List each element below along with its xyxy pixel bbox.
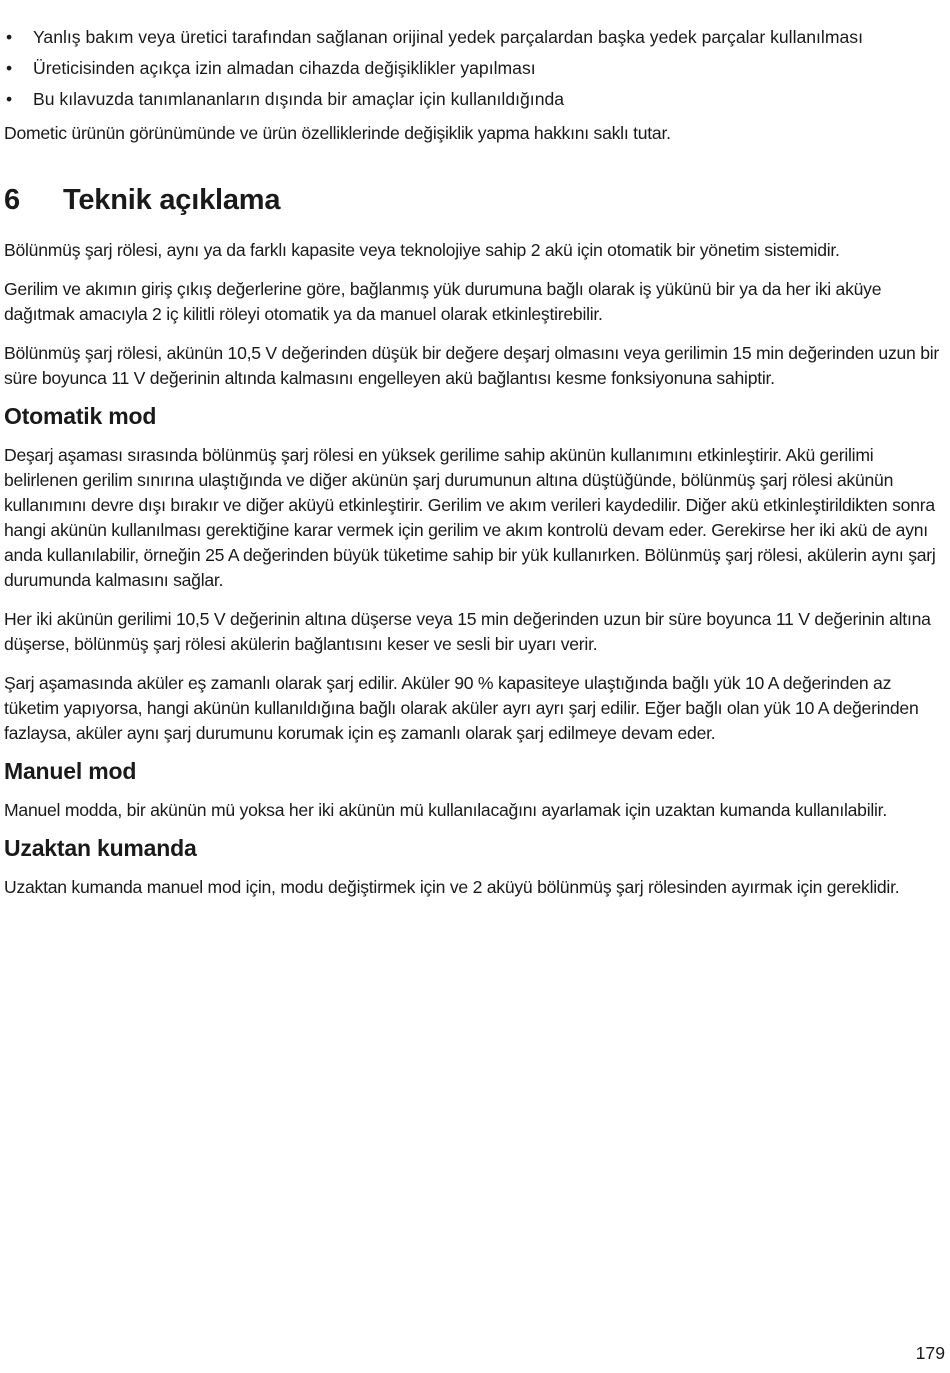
- section-heading: [4, 182, 946, 218]
- list-item-text: Üreticisinden açıkça izin almadan cihazda değişiklikler yapılması: [33, 58, 536, 78]
- subsection-heading-manual-mode: Manuel mod: [4, 758, 137, 784]
- paragraph: Şarj aşamasında aküler eş zamanlı olarak şarj edilir. Aküler 90 % kapasiteye ulaştığında bağlı yük 10 A değerinden az tüketim yapıyorsa, hangi akünün kullanıldığına bağlı olarak aküler ayrı ayrı şarj edilir. Eğer bağlı olan yük 10 A değerinden fazlaysa, aküler aynı şarj durumunu korumak için eş zamanlı olarak şarj edilmeye devam eder.: [4, 673, 919, 743]
- section-title: Teknik açıklama: [63, 184, 281, 216]
- paragraph: Gerilim ve akımın giriş çıkış değerlerine göre, bağlanmış yük durumuna bağlı olarak iş yükünü bir ya da her iki aküye dağıtmak amacıyla 2 iç kilitli röleyi otomatik ya da manuel olarak etkinleştirebilir.: [4, 279, 882, 324]
- bullet-icon: •: [6, 89, 13, 109]
- paragraph: Bölünmüş şarj rölesi, aynı ya da farklı kapasite veya teknolojiye sahip 2 akü için otomatik bir yönetim sistemidir.: [4, 240, 840, 260]
- list-item: [4, 53, 946, 84]
- subsection-heading-remote-control: Uzaktan kumanda: [4, 835, 197, 861]
- paragraph: Bölünmüş şarj rölesi, akünün 10,5 V değerinden düşük bir değere deşarj olmasını veya gerilimin 15 min değerinden uzun bir süre boyunca 11 V değerinin altında kalmasını engelleyen akü bağlantısı kesme fonksiyonuna sahiptir.: [4, 343, 940, 388]
- intro-note: Dometic ürünün görünümünde ve ürün özelliklerinde değişiklik yapma hakkını saklı tutar.: [4, 123, 671, 143]
- list-item: [4, 22, 946, 53]
- list-item-text: Bu kılavuzda tanımlananların dışında bir amaçlar için kullanıldığında: [33, 89, 565, 109]
- page-number: 179: [915, 1343, 945, 1363]
- subsection-heading-automatic-mode: Otomatik mod: [4, 403, 157, 429]
- bullet-list: [4, 22, 946, 115]
- paragraph: Deşarj aşaması sırasında bölünmüş şarj rölesi en yüksek gerilime sahip akünün kullanımını etkinleştirir. Akü gerilimi belirlenen gerilim sınırına ulaştığında ve diğer akünün şarj durumunun altına düştüğünde, bölünmüş şarj rölesi akünün kullanımını devre dışı bırakır ve diğer aküyü etkinleştirir. Gerilim ve akım verileri kaydedilir. Diğer akü etkinleştirildikten sonra hangi akünün kullanılması gerektiğine karar vermek için gerilim ve akım kontrolü devam eder. Gerekirse her iki akü de aynı anda kullanılabilir, örneğin 25 A değerinden büyük tüketime sahip bir yük kullanırken. Bölünmüş şarj rölesi, akülerin aynı şarj durumunda kalmasını sağlar.: [4, 445, 936, 590]
- list-item-text: Yanlış bakım veya üretici tarafından sağlanan orijinal yedek parçalardan başka yedek parçalar kullanılması: [33, 27, 863, 47]
- bullet-icon: •: [6, 27, 13, 47]
- paragraph: Her iki akünün gerilimi 10,5 V değerinin altına düşerse veya 15 min değerinden uzun bir süre boyunca 11 V değerinin altına düşerse, bölünmüş şarj rölesi akülerin bağlantısını keser ve sesli bir uyarı verir.: [4, 609, 931, 654]
- bullet-icon: •: [6, 58, 13, 78]
- paragraph: Uzaktan kumanda manuel mod için, modu değiştirmek için ve 2 aküyü bölünmüş şarj rölesinden ayırmak için gereklidir.: [4, 877, 900, 897]
- list-item: [4, 84, 946, 115]
- paragraph: Manuel modda, bir akünün mü yoksa her iki akünün mü kullanılacağını ayarlamak için uzaktan kumanda kullanılabilir.: [4, 800, 887, 820]
- section-number: 6: [4, 184, 20, 216]
- document-page: [4, 22, 946, 914]
